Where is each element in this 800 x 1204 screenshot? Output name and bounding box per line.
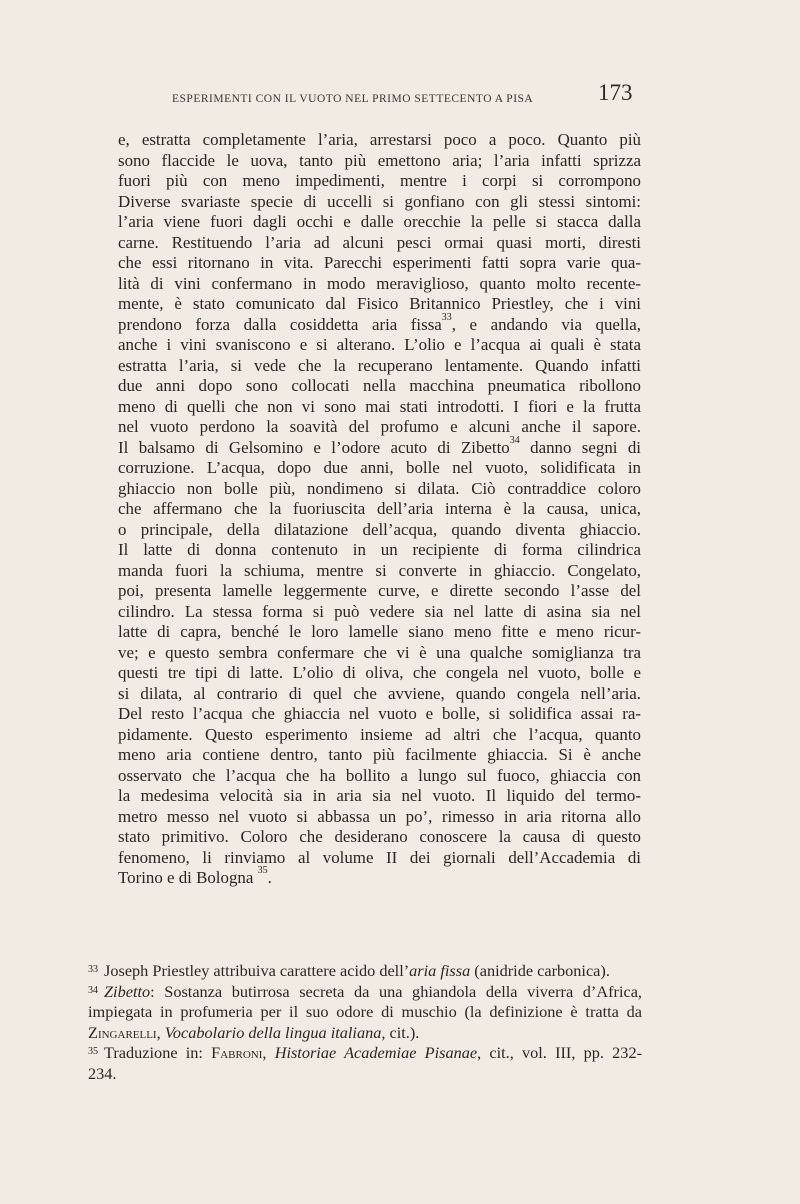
text-line: e, estratta completamente l’aria, arrestarsi poco a poco. Quanto più: [118, 130, 641, 149]
footnote-text: (anidride carbonica).: [470, 961, 610, 980]
main-text: [118, 130, 641, 889]
text-line: meno aria contiene dentro, tanto più facilmente ghiaccia. Si è anche: [118, 745, 641, 764]
text-line: Del resto l’acqua che ghiaccia nel vuoto e bolle, si solidifica assai ra-: [118, 704, 641, 723]
text-line: o principale, della dilatazione dell’acqua, quando diventa ghiaccio.: [118, 519, 641, 539]
text-line: cilindro. La stessa forma si può vedere sia nel latte di asina sia nel: [118, 601, 641, 621]
text-line-with-note-34: [118, 434, 641, 459]
text-line: questi tre tipi di latte. L’olio di oliva, che congela nel vuoto, bolle e: [118, 663, 641, 682]
text-line: Diverse svariaste specie di uccelli si gonfiano con gli stessi sintomi:: [118, 191, 641, 211]
text-line: due anni dopo sono collocati nella macchina pneumatica ribollono: [118, 376, 641, 395]
text-segment: Torino e di Bologna: [118, 868, 254, 887]
text-line: ghiaccio non bolle più, nondimeno si dilata. Ciò contraddice coloro: [118, 478, 641, 498]
text-line: anche i vini svaniscono e si alterano. L’olio e l’acqua ai quali è stata: [118, 335, 641, 354]
text-line: ve; e questo sembra confermare che vi è una qualche somiglianza tra: [118, 642, 641, 662]
footnote-text: Joseph Priestley attribuiva carattere acido dell’: [104, 961, 410, 980]
footnote-34-continued: impiegata in profumeria per il suo odore di muschio (la definizione è tratta da: [88, 1002, 642, 1022]
text-segment: Il balsamo di Gelsomino e l’odore acuto di Zibetto: [118, 437, 510, 457]
text-line: lità di vini confermano in modo meraviglioso, quanto molto recente-: [118, 273, 641, 293]
text-segment: danno segni di: [519, 437, 641, 457]
footnote-work-title: Vocabolario della lingua italiana: [164, 1022, 382, 1042]
text-line: manda fuori la schiuma, mentre si converte in ghiaccio. Congelato,: [118, 560, 641, 580]
text-line: mente, è stato comunicato dal Fisico Britannico Priestley, che i vini: [118, 294, 641, 313]
text-line: pidamente. Questo esperimento insieme ad altri che l’acqua, quanto: [118, 724, 641, 744]
footnote-35-continued: 234.: [88, 1063, 117, 1083]
footnote-italic: aria fissa: [409, 961, 471, 980]
text-line: la medesima velocità sia in aria sia nel vuoto. Il liquido del termo-: [118, 786, 641, 805]
footnote-text: ,: [262, 1043, 275, 1063]
footnote-text: : Sostanza butirrosa secreta da una ghiandola della viverra d’Africa,: [150, 981, 642, 1001]
note-ref-33[interactable]: 33: [441, 311, 452, 323]
text-line-with-note-33: [118, 311, 641, 336]
text-line: latte di capra, benché le loro lamelle siano meno fitte e meno ricur-: [118, 622, 641, 641]
note-ref-34[interactable]: 34: [509, 434, 520, 446]
footnote-work-title: Historiae Academiae Pisanae: [274, 1043, 478, 1063]
text-line: corruzione. L’acqua, dopo due anni, bolle nel vuoto, solidificata in: [118, 458, 641, 477]
text-line: metro messo nel vuoto si abbassa un po’, rimesso in aria ritorna allo: [118, 806, 641, 826]
footnote-number: 35: [88, 1046, 98, 1058]
footnote-author: Zingarelli: [88, 1022, 157, 1042]
footnote-text: , cit.).: [381, 1022, 420, 1042]
text-line: l’aria viene fuori dagli occhi e dalle orecchie la pelle si stacca dalla: [118, 212, 641, 231]
text-segment: prendono forza dalla cosiddetta aria fissa: [118, 314, 442, 334]
footnote-text: , cit., vol. III, pp. 232-: [477, 1043, 643, 1063]
text-line: che essi ritornano in vita. Parecchi esperimenti fatti sopra varie qua-: [118, 253, 641, 272]
text-line: poi, presenta lamelle leggermente curve, e dirette secondo l’asse del: [118, 581, 641, 600]
text-line: meno di quelli che non vi sono mai stati introdotti. I fiori e la frutta: [118, 396, 641, 416]
page-number: 173: [598, 80, 633, 105]
footnote-text: ,: [156, 1022, 165, 1042]
text-line: si dilata, al contrario di quel che avviene, quando congela nell’aria.: [118, 683, 641, 703]
footnotes: [88, 961, 642, 1085]
footnote-number: 34: [88, 984, 98, 996]
footnote-34: [88, 982, 642, 1003]
note-ref-35[interactable]: 35: [257, 865, 268, 876]
footnote-number: 33: [88, 964, 98, 975]
footnote-author: Fabroni: [211, 1043, 263, 1063]
footnote-text: Traduzione in:: [104, 1043, 212, 1063]
footnote-34-citation: [88, 1023, 642, 1044]
text-line: carne. Restituendo l’aria ad alcuni pesci ormai quasi morti, diresti: [118, 232, 641, 252]
text-line: fenomeno, li rinviamo al volume II dei giornali dell’Accademia di: [118, 847, 641, 867]
text-line: osservato che l’acqua che ha bollito a lungo sul fuoco, ghiaccia con: [118, 765, 641, 785]
text-segment: , e andando via quella,: [451, 314, 641, 334]
text-line: sono flaccide le uova, tanto più emettono aria; l’aria infatti sprizza: [118, 150, 641, 170]
text-line: stato primitivo. Coloro che desiderano conoscere la causa di questo: [118, 827, 641, 846]
text-line: fuori più con meno impedimenti, mentre i corpi si corrompono: [118, 171, 641, 190]
text-segment: .: [267, 868, 272, 887]
footnote-italic: Zibetto: [104, 981, 151, 1001]
running-head: ESPERIMENTI CON IL VUOTO NEL PRIMO SETTECENTO A PISA: [172, 93, 534, 105]
footnote-33: [88, 961, 642, 982]
text-line-with-note-35: [118, 865, 641, 889]
text-line: estratta l’aria, si vede che la recuperano lentamente. Quando infatti: [118, 355, 641, 375]
text-line: che affermano che la fuoriuscita dell’aria interna è la causa, unica,: [118, 499, 641, 518]
text-line: Il latte di donna contenuto in un recipiente di forma cilindrica: [118, 540, 641, 559]
text-line: nel vuoto perdono la soavità del profumo e alcuni anche il sapore.: [118, 417, 641, 436]
footnote-35: [88, 1043, 642, 1064]
